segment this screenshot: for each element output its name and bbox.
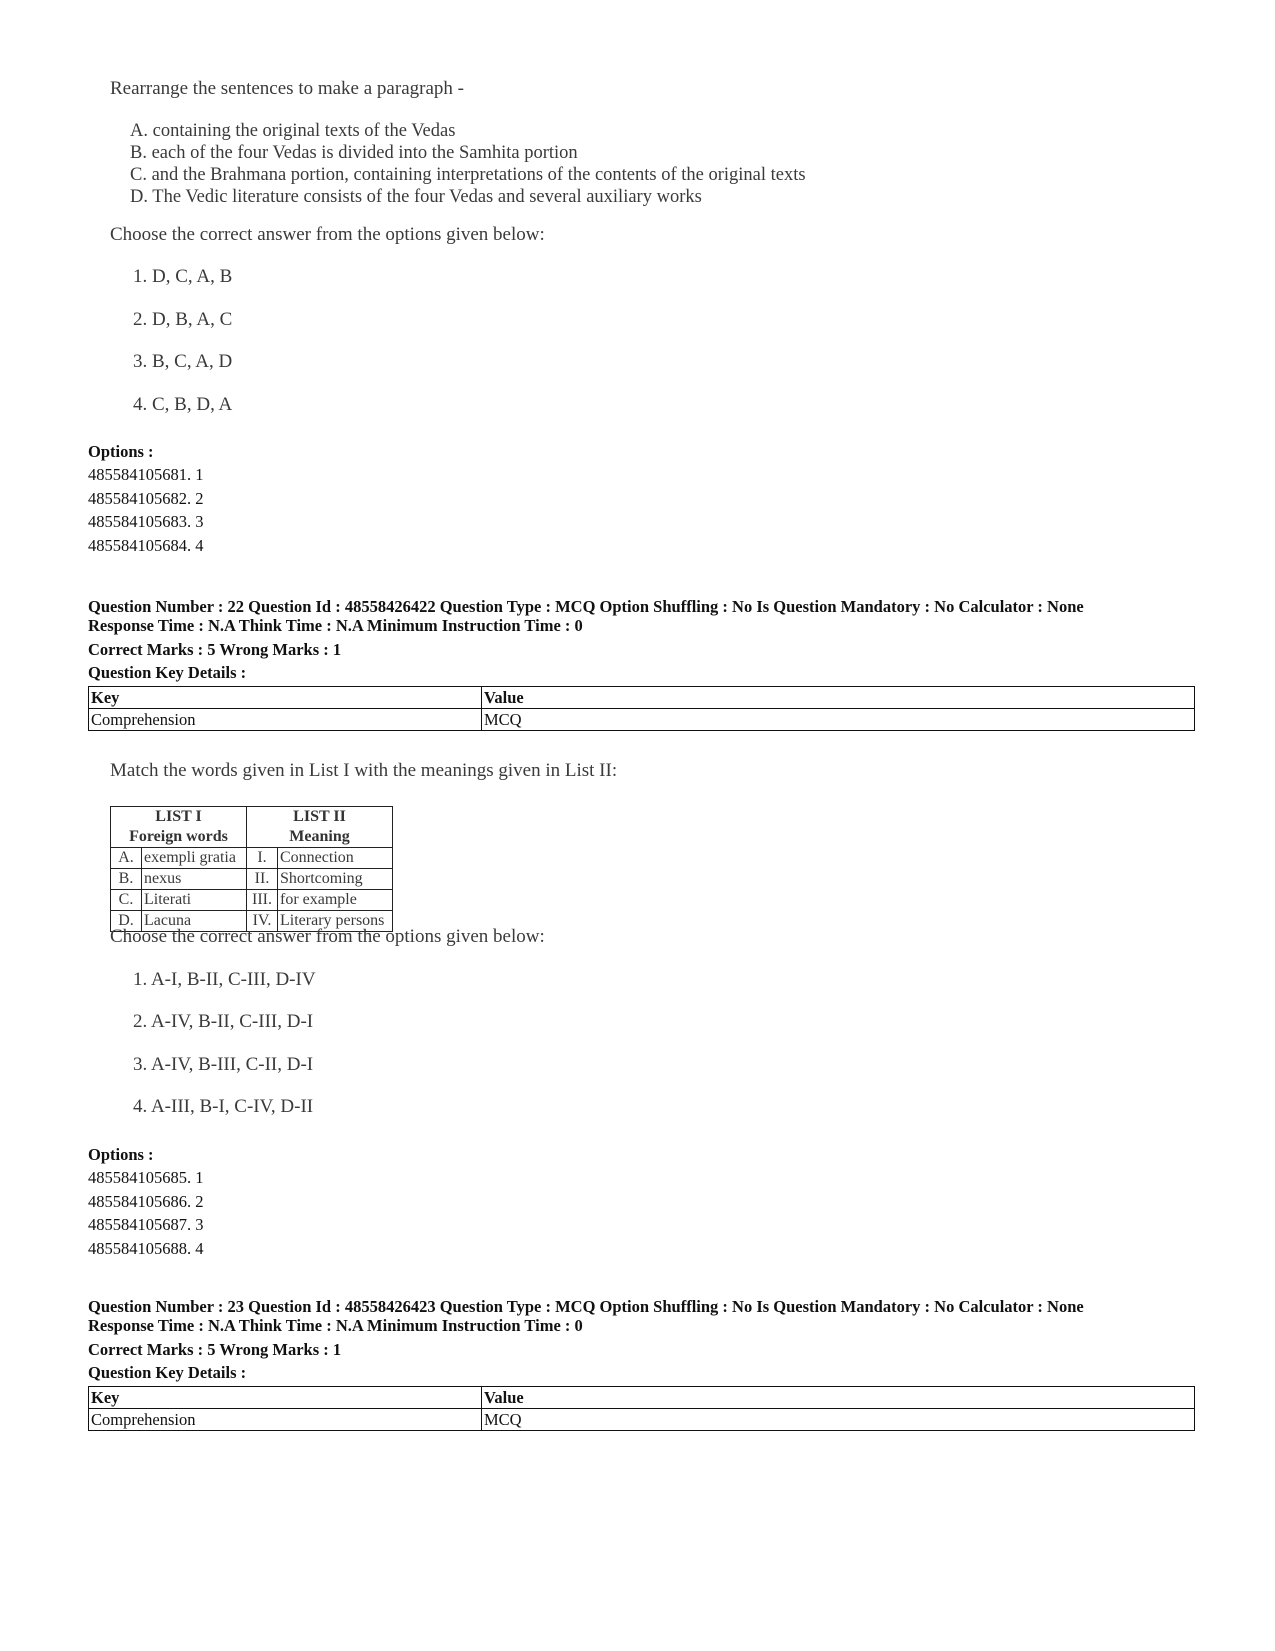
q22-choose-prompt: Choose the correct answer from the options given below: [110, 926, 545, 947]
list1-word: nexus [142, 869, 247, 890]
q22-instruction: Match the words given in List I with the meanings given in List II: [110, 760, 618, 781]
q22-options-label: Options : [88, 1145, 154, 1164]
key-header: Key [89, 687, 482, 709]
q21-choice-4: 4. C, B, D, A [133, 394, 233, 415]
list1-word: Literati [142, 890, 247, 911]
list1-word: exempli gratia [142, 848, 247, 869]
list1-title: LIST I [155, 808, 202, 825]
q22-match-table [110, 806, 393, 932]
q22-marks: Correct Marks : 5 Wrong Marks : 1 [88, 640, 342, 659]
q21-choose-prompt: Choose the correct answer from the options given below: [110, 224, 545, 245]
table-row [111, 848, 393, 869]
value-cell: MCQ [482, 1409, 1195, 1431]
q22-option-3: 485584105687. 3 [88, 1215, 204, 1234]
table-row [111, 869, 393, 890]
list2-numeral: I. [247, 848, 278, 869]
q21-option-3: 485584105683. 3 [88, 512, 204, 531]
key-cell: Comprehension [89, 1409, 482, 1431]
list1-letter: C. [111, 890, 142, 911]
list1-subtitle: Foreign words [129, 828, 228, 845]
key-cell: Comprehension [89, 709, 482, 731]
q21-options-label: Options : [88, 442, 154, 461]
list2-meaning: for example [278, 890, 393, 911]
q21-option-1: 485584105681. 1 [88, 465, 204, 484]
q22-choice-1: 1. A-I, B-II, C-III, D-IV [133, 969, 316, 990]
q22-meta-line1: Question Number : 22 Question Id : 48558426422 Question Type : MCQ Option Shuffling : No Is Question Mandatory : No Calculator : None [88, 597, 1084, 616]
value-cell: MCQ [482, 709, 1195, 731]
list2-meaning: Literary persons [278, 911, 393, 932]
q22-option-4: 485584105688. 4 [88, 1239, 204, 1258]
key-header: Key [89, 1387, 482, 1409]
q21-sentence-c: C. and the Brahmana portion, containing interpretations of the contents of the original texts [130, 165, 806, 185]
list1-letter: B. [111, 869, 142, 890]
list2-subtitle: Meaning [289, 828, 350, 845]
q21-option-4: 485584105684. 4 [88, 536, 204, 555]
q21-option-2: 485584105682. 2 [88, 489, 204, 508]
q22-meta-line2: Response Time : N.A Think Time : N.A Minimum Instruction Time : 0 [88, 616, 583, 635]
list2-meaning: Connection [278, 848, 393, 869]
q22-key-details-label: Question Key Details : [88, 663, 247, 682]
q22-option-1: 485584105685. 1 [88, 1168, 204, 1187]
q22-choice-2: 2. A-IV, B-II, C-III, D-I [133, 1011, 314, 1032]
list2-header [247, 807, 393, 848]
q23-meta-line2: Response Time : N.A Think Time : N.A Minimum Instruction Time : 0 [88, 1316, 583, 1335]
list2-numeral: III. [247, 890, 278, 911]
value-header: Value [482, 687, 1195, 709]
list1-word: Lacuna [142, 911, 247, 932]
q21-sentence-d: D. The Vedic literature consists of the four Vedas and several auxiliary works [130, 187, 702, 207]
list1-letter: D. [111, 911, 142, 932]
q23-key-details-label: Question Key Details : [88, 1363, 247, 1382]
q21-choice-1: 1. D, C, A, B [133, 266, 233, 287]
q22-choice-3: 3. A-IV, B-III, C-II, D-I [133, 1054, 314, 1075]
q22-choice-4: 4. A-III, B-I, C-IV, D-II [133, 1096, 314, 1117]
q23-key-table [88, 1386, 1195, 1431]
list2-title: LIST II [293, 808, 346, 825]
list1-header [111, 807, 247, 848]
q21-sentence-a: A. containing the original texts of the Vedas [130, 121, 456, 141]
q22-key-table [88, 686, 1195, 731]
list1-letter: A. [111, 848, 142, 869]
q23-marks: Correct Marks : 5 Wrong Marks : 1 [88, 1340, 342, 1359]
list2-meaning: Shortcoming [278, 869, 393, 890]
table-row [111, 890, 393, 911]
list2-numeral: II. [247, 869, 278, 890]
q23-meta-line1: Question Number : 23 Question Id : 48558426423 Question Type : MCQ Option Shuffling : No Is Question Mandatory : No Calculator : None [88, 1297, 1084, 1316]
q21-sentence-b: B. each of the four Vedas is divided into the Samhita portion [130, 143, 578, 163]
list2-numeral: IV. [247, 911, 278, 932]
q22-option-2: 485584105686. 2 [88, 1192, 204, 1211]
q21-choice-3: 3. B, C, A, D [133, 351, 233, 372]
q21-choice-2: 2. D, B, A, C [133, 309, 233, 330]
value-header: Value [482, 1387, 1195, 1409]
q21-instruction: Rearrange the sentences to make a paragraph - [110, 78, 464, 99]
